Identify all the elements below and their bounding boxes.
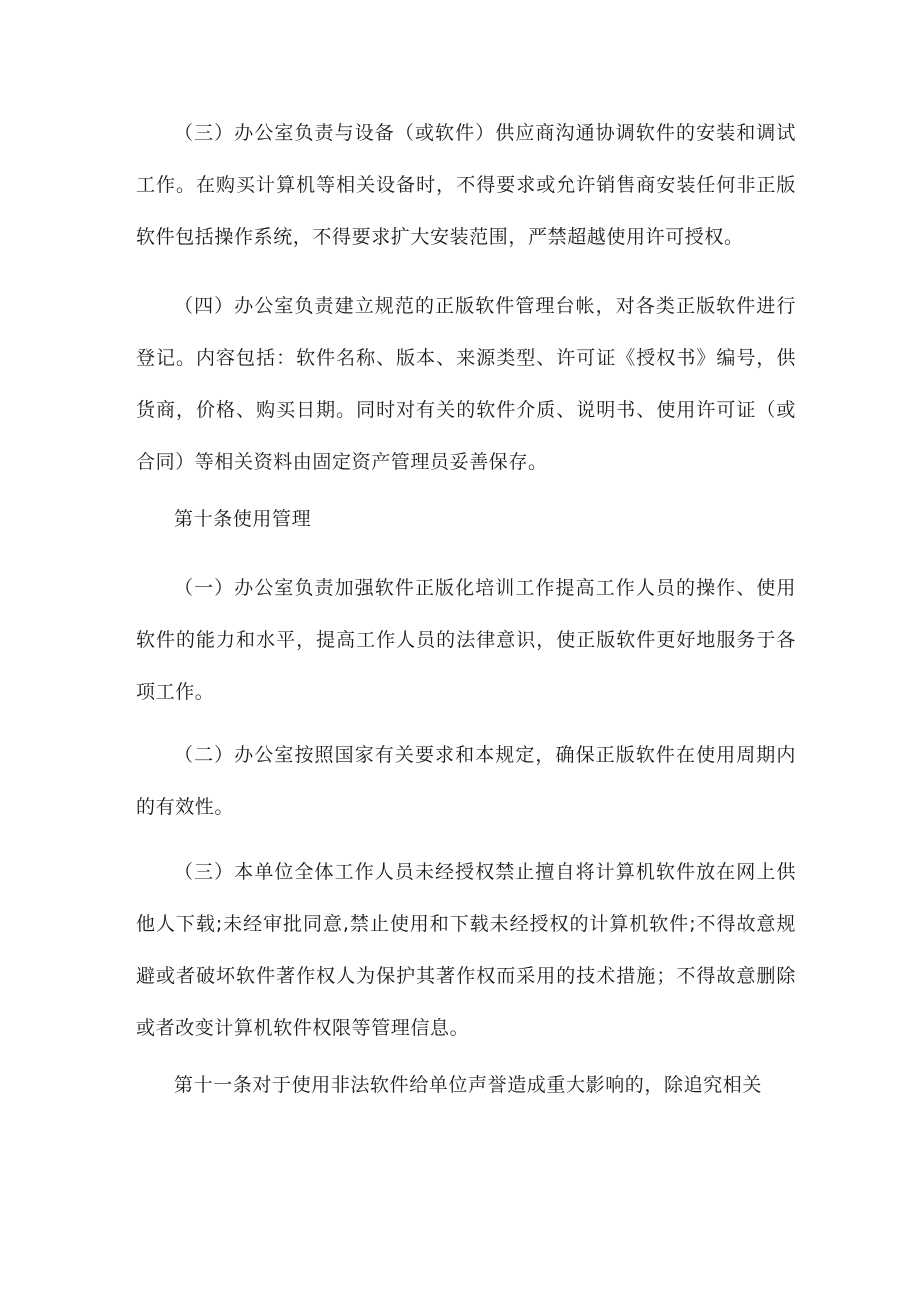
paragraph-item-3-prohibitions: （三）本单位全体工作人员未经授权禁止擅自将计算机软件放在网上供他人下载;未经审批同意,禁止使用和下载未经授权的计算机软件;不得故意规避或者破坏软件著作权人为保护其著作权而采用的技术措施；不得故意删除或者改变计算机软件权限等管理信息。: [136, 861, 796, 1039]
article-10-heading: 第十条使用管理: [174, 508, 312, 530]
paragraph-item-4-ledger: （四）办公室负责建立规范的正版软件管理台帐，对各类正版软件进行登记。内容包括：软件名称、版本、来源类型、许可证《授权书》编号，供货商，价格、购买日期。同时对有关的软件介质、说明书、使用许可证（或合同）等相关资料由固定资产管理员妥善保存。: [136, 295, 796, 473]
article-11-paragraph: 第十一条对于使用非法软件给单位声誉造成重大影响的，除追究相关: [174, 1074, 763, 1096]
paragraph-item-2-validity: （二）办公室按照国家有关要求和本规定，确保正版软件在使用周期内的有效性。: [136, 744, 796, 818]
paragraph-item-3-installation: （三）办公室负责与设备（或软件）供应商沟通协调软件的安装和调试工作。在购买计算机等相关设备时，不得要求或允许销售商安装任何非正版软件包括操作系统，不得要求扩大安装范围，严禁超越使用许可授权。: [136, 122, 796, 248]
paragraph-item-1-training: （一）办公室负责加强软件正版化培训工作提高工作人员的操作、使用软件的能力和水平，提高工作人员的法律意识，使正版软件更好地服务于各项工作。: [136, 577, 796, 703]
